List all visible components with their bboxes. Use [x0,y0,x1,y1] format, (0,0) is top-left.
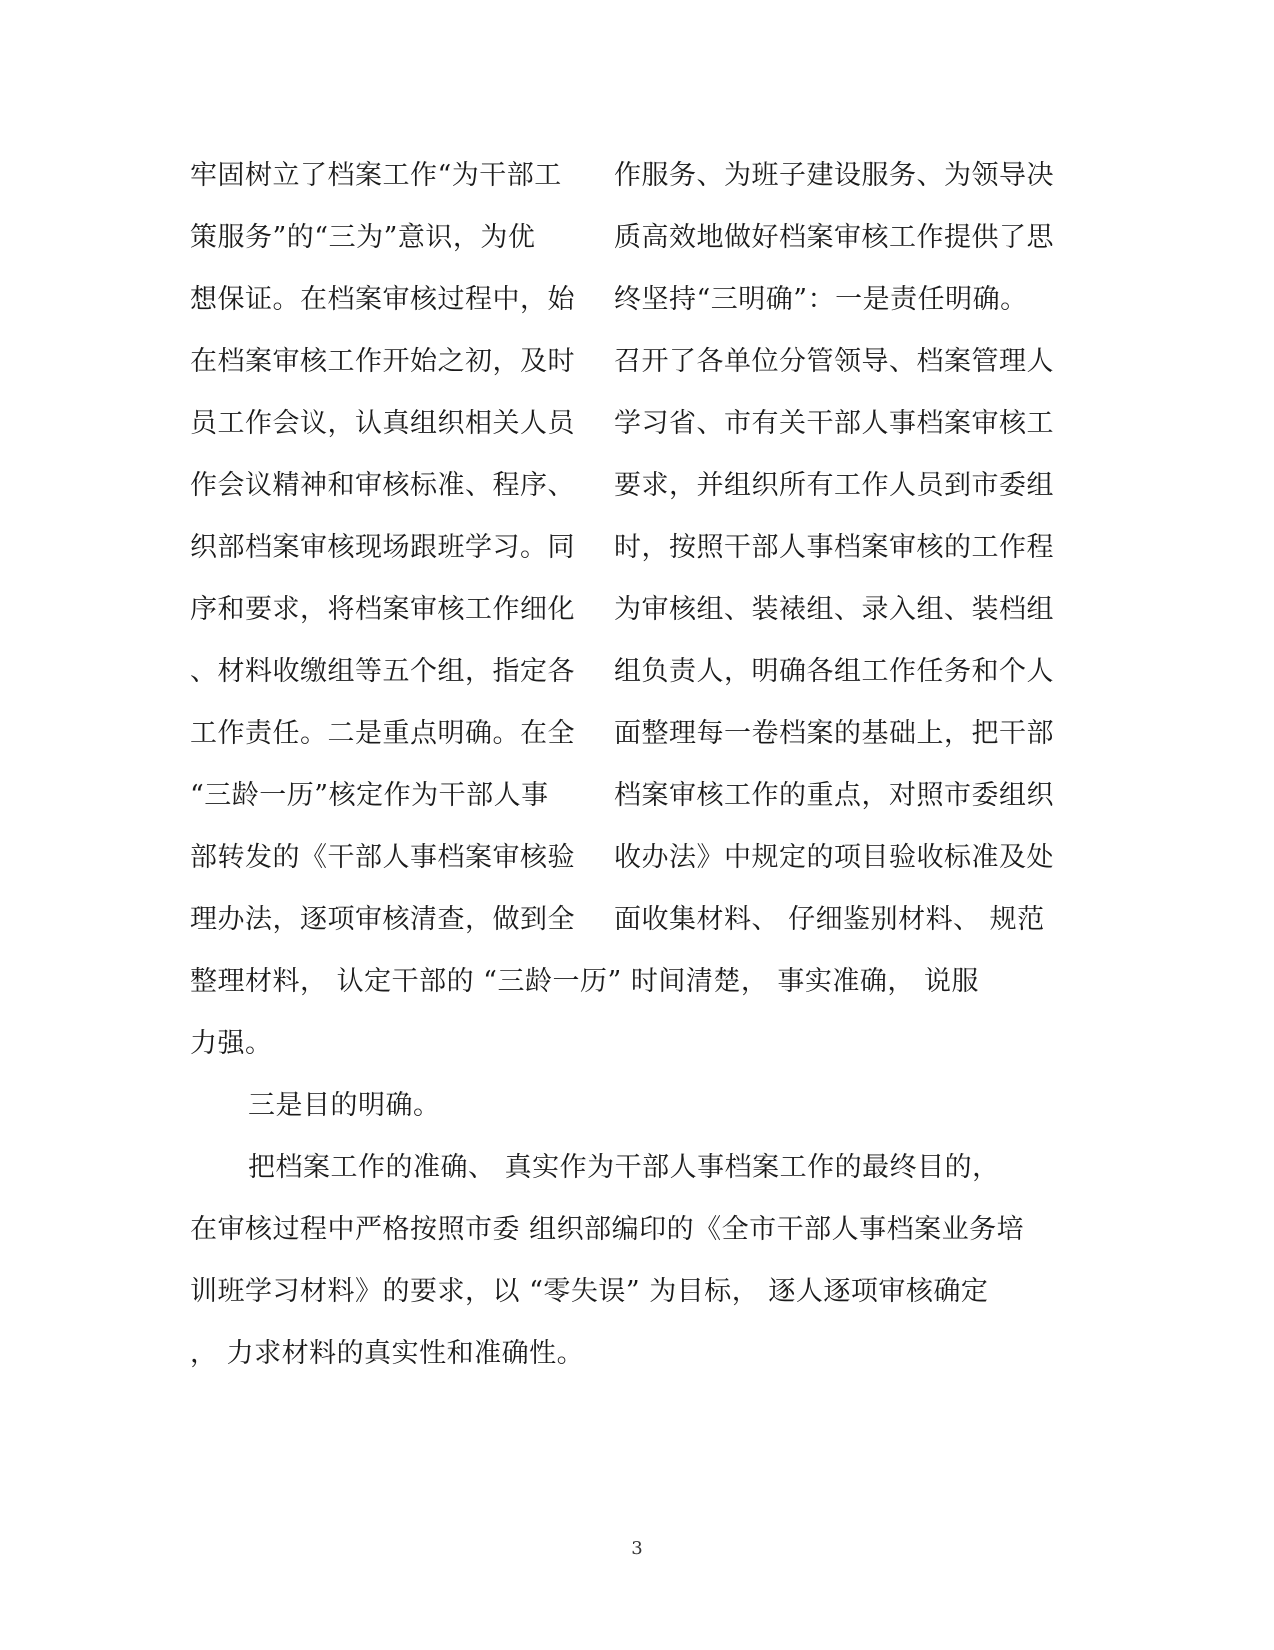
text-line: 员工作会议，认真组织相关人员 [190,408,575,439]
text-line: 工作责任。二是重点明确。在全 [190,718,575,749]
text-line: 质高效地做好档案审核工作提供了思 [614,222,1054,253]
text-line: 、材料收缴组等五个组，指定各 [190,656,575,687]
text-line: 学习省、市有关干部人事档案审核工 [614,408,1054,439]
text-line: 序和要求，将档案审核工作细化 [190,594,575,625]
text-line: 面整理每一卷档案的基础上，把干部 [614,718,1054,749]
text-line: 牢固树立了档案工作“为干部工 [190,160,562,191]
text-line: 整理材料， 认定干部的 “三龄一历” 时间清楚， 事实准确， 说服 [190,966,980,997]
text-line: 作会议精神和审核标准、程序、 [190,470,575,501]
text-line: 终坚持“三明确”：一是责任明确。 [614,284,1028,315]
text-line: 档案审核工作的重点，对照市委组织 [614,780,1054,811]
text-line: 组负责人，明确各组工作任务和个人 [614,656,1054,687]
text-line: ， 力求材料的真实性和准确性。 [190,1338,585,1369]
text-line: 想保证。在档案审核过程中，始 [190,284,575,315]
text-line: “三龄一历”核定作为干部人事 [190,780,549,811]
text-line: 在审核过程中严格按照市委 组织部编印的《全市干部人事档案业务培 [190,1214,1025,1245]
text-line: 在档案审核工作开始之初，及时 [190,346,575,377]
page-number: 3 [631,1538,643,1559]
paragraph-heading: 三是目的明确。 [248,1090,441,1121]
text-line: 部转发的《干部人事档案审核验 [190,842,575,873]
text-line: 把档案工作的准确、 真实作为干部人事档案工作的最终目的， [248,1152,1000,1183]
text-line: 为审核组、装裱组、录入组、装档组 [614,594,1054,625]
text-line: 面收集材料、 仔细鉴别材料、 规范 [614,904,1045,935]
text-line: 时，按照干部人事档案审核的工作程 [614,532,1054,563]
text-line: 力强。 [190,1028,273,1059]
text-line: 织部档案审核现场跟班学习。同 [190,532,575,563]
text-line: 召开了各单位分管领导、档案管理人 [614,346,1054,377]
text-line: 作服务、为班子建设服务、为领导决 [614,160,1054,191]
text-line: 理办法，逐项审核清查，做到全 [190,904,575,935]
text-line: 要求，并组织所有工作人员到市委组 [614,470,1054,501]
text-line: 训班学习材料》的要求，以 “零失误” 为目标， 逐人逐项审核确定 [190,1276,989,1307]
text-line: 收办法》中规定的项目验收标准及处 [614,842,1054,873]
text-line: 策服务”的“三为”意识，为优 [190,222,536,253]
